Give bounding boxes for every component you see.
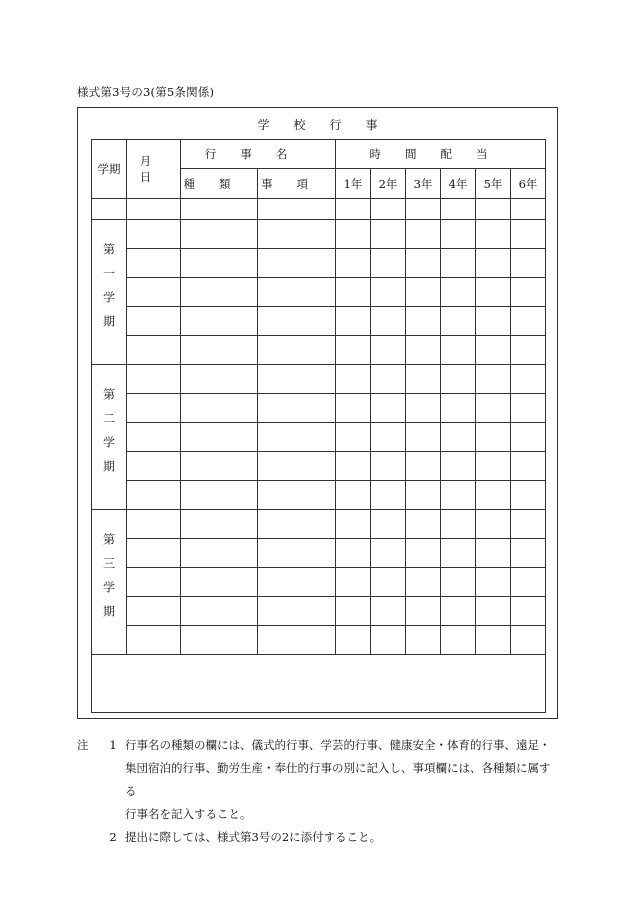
entry-cell bbox=[441, 626, 476, 655]
entry-cell bbox=[336, 626, 371, 655]
entry-cell bbox=[441, 220, 476, 249]
entry-cell bbox=[476, 452, 511, 481]
entry-cell bbox=[371, 278, 406, 307]
term-1-row bbox=[92, 220, 546, 249]
remarks-row bbox=[92, 655, 546, 713]
entry-cell bbox=[258, 539, 336, 568]
entry-cell bbox=[181, 481, 258, 510]
entry-cell bbox=[441, 365, 476, 394]
entry-cell bbox=[336, 510, 371, 539]
header-term: 学期 bbox=[92, 140, 127, 199]
entry-cell bbox=[406, 423, 441, 452]
sheet-title: 学校行事 bbox=[257, 118, 402, 132]
entry-cell bbox=[127, 423, 181, 452]
entry-cell bbox=[258, 307, 336, 336]
header-hours-allocation: 時間配当 bbox=[336, 140, 546, 169]
notes-section bbox=[77, 734, 557, 849]
entry-cell bbox=[406, 539, 441, 568]
entry-cell bbox=[258, 626, 336, 655]
entry-cell bbox=[371, 336, 406, 365]
entry-cell bbox=[181, 307, 258, 336]
entry-cell bbox=[371, 249, 406, 278]
entry-cell bbox=[371, 365, 406, 394]
term-3-row bbox=[92, 568, 546, 597]
entry-cell bbox=[336, 336, 371, 365]
entry-cell bbox=[511, 365, 546, 394]
entry-cell bbox=[476, 597, 511, 626]
entry-cell bbox=[406, 278, 441, 307]
entry-cell bbox=[258, 452, 336, 481]
entry-cell bbox=[258, 278, 336, 307]
term-1-row bbox=[92, 249, 546, 278]
entry-cell bbox=[406, 452, 441, 481]
entry-cell bbox=[127, 278, 181, 307]
header-event-name: 行事名 bbox=[181, 140, 336, 169]
entry-cell bbox=[441, 423, 476, 452]
entry-cell bbox=[511, 510, 546, 539]
notes-prefix: 注 bbox=[77, 738, 89, 752]
entry-cell bbox=[406, 249, 441, 278]
entry-cell bbox=[258, 568, 336, 597]
entry-cell bbox=[127, 626, 181, 655]
entry-cell bbox=[258, 481, 336, 510]
entry-cell bbox=[511, 481, 546, 510]
term-2-label-text: 第二学期 bbox=[101, 387, 116, 484]
entry-cell bbox=[441, 510, 476, 539]
entry-cell bbox=[336, 481, 371, 510]
entry-cell bbox=[127, 568, 181, 597]
entry-cell bbox=[258, 510, 336, 539]
entry-cell bbox=[406, 365, 441, 394]
term-3-label-text: 第三学期 bbox=[101, 532, 116, 629]
entry-cell bbox=[406, 220, 441, 249]
entry-cell bbox=[127, 597, 181, 626]
remarks-cell bbox=[92, 655, 546, 713]
entry-cell bbox=[511, 626, 546, 655]
entry-cell bbox=[406, 568, 441, 597]
entry-cell bbox=[441, 394, 476, 423]
entry-cell bbox=[476, 278, 511, 307]
entry-cell bbox=[336, 539, 371, 568]
entry-cell bbox=[441, 597, 476, 626]
header-grade-1: 1年 bbox=[336, 169, 371, 199]
entry-cell bbox=[441, 539, 476, 568]
term-1-label bbox=[92, 220, 127, 365]
entry-cell bbox=[406, 307, 441, 336]
term-3-row bbox=[92, 539, 546, 568]
note-1-line-1: 行事名の種類の欄には、儀式的行事、学芸的行事、健康安全・体育的行事、遠足・ bbox=[125, 738, 551, 752]
header-event-item: 事項 bbox=[258, 169, 336, 199]
entry-cell bbox=[336, 365, 371, 394]
header-spacer-row bbox=[92, 199, 546, 220]
entry-cell bbox=[441, 481, 476, 510]
entry-cell bbox=[336, 394, 371, 423]
entry-cell bbox=[371, 597, 406, 626]
entry-cell bbox=[258, 423, 336, 452]
entry-cell bbox=[476, 510, 511, 539]
term-3-row bbox=[92, 510, 546, 539]
entry-cell bbox=[258, 336, 336, 365]
entry-cell bbox=[371, 539, 406, 568]
entry-cell bbox=[406, 336, 441, 365]
entry-cell bbox=[258, 249, 336, 278]
entry-cell bbox=[258, 597, 336, 626]
entry-cell bbox=[371, 626, 406, 655]
entry-cell bbox=[181, 278, 258, 307]
entry-cell bbox=[441, 249, 476, 278]
entry-cell bbox=[476, 394, 511, 423]
entry-cell bbox=[336, 568, 371, 597]
term-2-label bbox=[92, 365, 127, 510]
note-2-line-1: 提出に際しては、様式第3号の2に添付すること。 bbox=[125, 830, 382, 844]
entry-cell bbox=[476, 626, 511, 655]
entry-cell bbox=[476, 568, 511, 597]
entry-cell bbox=[336, 597, 371, 626]
entry-cell bbox=[371, 220, 406, 249]
header-grade-2: 2年 bbox=[371, 169, 406, 199]
term-3-row bbox=[92, 597, 546, 626]
entry-cell bbox=[371, 423, 406, 452]
entry-cell bbox=[476, 307, 511, 336]
entry-cell bbox=[476, 220, 511, 249]
entry-cell bbox=[181, 597, 258, 626]
header-event-type: 種類 bbox=[181, 169, 258, 199]
entry-cell bbox=[181, 626, 258, 655]
header-grade-6: 6年 bbox=[511, 169, 546, 199]
entry-cell bbox=[511, 307, 546, 336]
note-1-line-2: 集団宿泊的行事、勤労生産・奉仕的行事の別に記入し、事項欄には、各種類に属する bbox=[125, 761, 551, 798]
term-1-row bbox=[92, 307, 546, 336]
entry-cell bbox=[371, 394, 406, 423]
entry-cell bbox=[181, 336, 258, 365]
entry-cell bbox=[127, 249, 181, 278]
entry-cell bbox=[476, 481, 511, 510]
term-1-row bbox=[92, 336, 546, 365]
entry-cell bbox=[406, 597, 441, 626]
entry-cell bbox=[441, 278, 476, 307]
entry-cell bbox=[181, 365, 258, 394]
term-3-row bbox=[92, 626, 546, 655]
form-title: 様式第3号の3(第5条関係) bbox=[77, 85, 215, 99]
entry-cell bbox=[336, 423, 371, 452]
entry-cell bbox=[181, 510, 258, 539]
entry-cell bbox=[371, 568, 406, 597]
note-1-line-3: 行事名を記入すること。 bbox=[125, 807, 252, 821]
entry-cell bbox=[476, 539, 511, 568]
entry-cell bbox=[476, 423, 511, 452]
entry-cell bbox=[127, 365, 181, 394]
term-2-row bbox=[92, 423, 546, 452]
entry-cell bbox=[511, 220, 546, 249]
entry-cell bbox=[441, 336, 476, 365]
school-events-table bbox=[91, 139, 546, 713]
entry-cell bbox=[371, 481, 406, 510]
term-1-row bbox=[92, 278, 546, 307]
entry-cell bbox=[181, 394, 258, 423]
entry-cell bbox=[127, 452, 181, 481]
school-events-form bbox=[77, 107, 558, 719]
entry-cell bbox=[336, 452, 371, 481]
entry-cell bbox=[336, 307, 371, 336]
term-2-row bbox=[92, 481, 546, 510]
entry-cell bbox=[406, 510, 441, 539]
header-grade-4: 4年 bbox=[441, 169, 476, 199]
entry-cell bbox=[406, 626, 441, 655]
entry-cell bbox=[441, 307, 476, 336]
note-1-number: 1 bbox=[109, 738, 117, 752]
entry-cell bbox=[476, 365, 511, 394]
entry-cell bbox=[371, 307, 406, 336]
entry-cell bbox=[511, 249, 546, 278]
entry-cell bbox=[258, 394, 336, 423]
entry-cell bbox=[406, 394, 441, 423]
entry-cell bbox=[336, 278, 371, 307]
entry-cell bbox=[511, 452, 546, 481]
entry-cell bbox=[441, 452, 476, 481]
entry-cell bbox=[511, 278, 546, 307]
term-1-label-text: 第一学期 bbox=[101, 242, 116, 339]
header-grade-3: 3年 bbox=[406, 169, 441, 199]
entry-cell bbox=[127, 539, 181, 568]
entry-cell bbox=[336, 249, 371, 278]
note-2-number: 2 bbox=[109, 830, 117, 844]
entry-cell bbox=[127, 481, 181, 510]
entry-cell bbox=[258, 365, 336, 394]
entry-cell bbox=[511, 568, 546, 597]
term-2-row bbox=[92, 394, 546, 423]
entry-cell bbox=[127, 336, 181, 365]
entry-cell bbox=[511, 394, 546, 423]
header-date: 月日 bbox=[127, 140, 181, 199]
entry-cell bbox=[181, 539, 258, 568]
entry-cell bbox=[441, 568, 476, 597]
entry-cell bbox=[511, 423, 546, 452]
entry-cell bbox=[181, 568, 258, 597]
entry-cell bbox=[371, 452, 406, 481]
entry-cell bbox=[127, 510, 181, 539]
entry-cell bbox=[476, 249, 511, 278]
entry-cell bbox=[127, 394, 181, 423]
entry-cell bbox=[181, 452, 258, 481]
term-3-label bbox=[92, 510, 127, 655]
entry-cell bbox=[181, 220, 258, 249]
entry-cell bbox=[181, 249, 258, 278]
entry-cell bbox=[336, 220, 371, 249]
term-2-row bbox=[92, 452, 546, 481]
entry-cell bbox=[476, 336, 511, 365]
entry-cell bbox=[406, 481, 441, 510]
entry-cell bbox=[181, 423, 258, 452]
entry-cell bbox=[258, 220, 336, 249]
header-grade-5: 5年 bbox=[476, 169, 511, 199]
entry-cell bbox=[127, 220, 181, 249]
term-2-row bbox=[92, 365, 546, 394]
entry-cell bbox=[371, 510, 406, 539]
entry-cell bbox=[127, 307, 181, 336]
entry-cell bbox=[511, 336, 546, 365]
entry-cell bbox=[511, 539, 546, 568]
entry-cell bbox=[511, 597, 546, 626]
